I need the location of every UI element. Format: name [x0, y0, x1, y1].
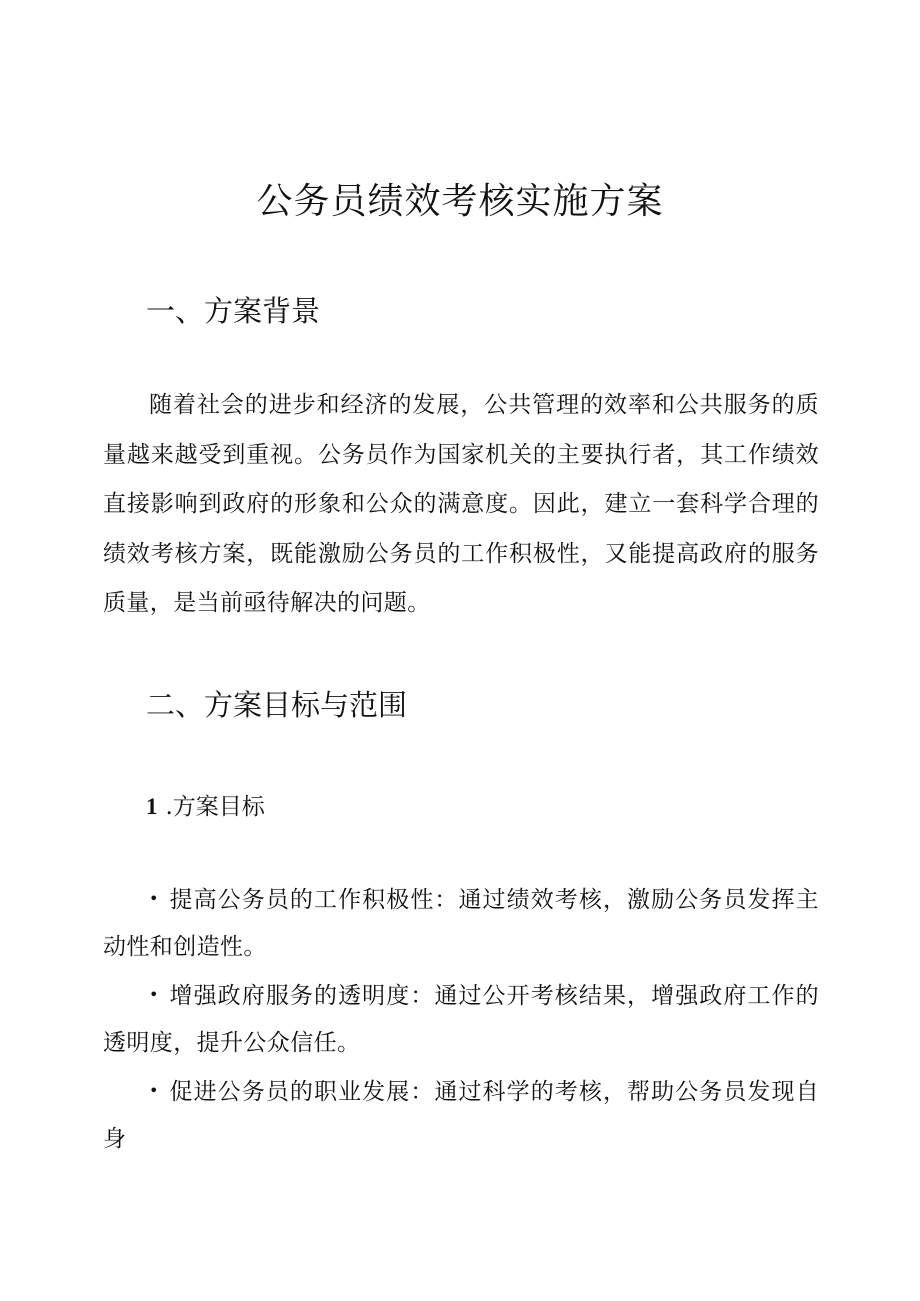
subsection-number: 1 [146, 794, 158, 819]
bullet-icon: • [149, 1081, 159, 1100]
bullet-icon: • [149, 985, 159, 1004]
bullet-text: 促进公务员的职业发展：通过科学的考核，帮助公务员发现自身 [103, 1079, 819, 1152]
background-paragraph: 随着社会的进步和经济的发展，公共管理的效率和公共服务的质量越来越受到重视。公务员作为国家机关的主要执行者，其工作绩效直接影响到政府的形象和公众的满意度。因此，建立一套科学合理的绩效考核方案，既能激励公务员的工作积极性，又能提高政府的服务质量，是当前亟待解决的问题。 [103, 392, 819, 616]
list-item [103, 875, 819, 971]
subsection-label: .方案目标 [165, 794, 265, 820]
list-item [103, 971, 819, 1067]
list-item [103, 1067, 819, 1163]
document-title: 公务员绩效考核实施方案 [256, 181, 664, 222]
section-heading-goals-scope: 二、方案目标与范围 [146, 688, 408, 722]
goals-bullet-list [103, 875, 819, 1163]
subsection-heading-goals [146, 787, 265, 827]
bullet-text: 增强政府服务的透明度：通过公开考核结果，增强政府工作的透明度，提升公众信任。 [103, 983, 819, 1056]
bullet-icon: • [149, 889, 159, 908]
bullet-text: 提高公务员的工作积极性：通过绩效考核，激励公务员发挥主动性和创造性。 [103, 887, 819, 960]
section-heading-background: 一、方案背景 [146, 294, 321, 328]
